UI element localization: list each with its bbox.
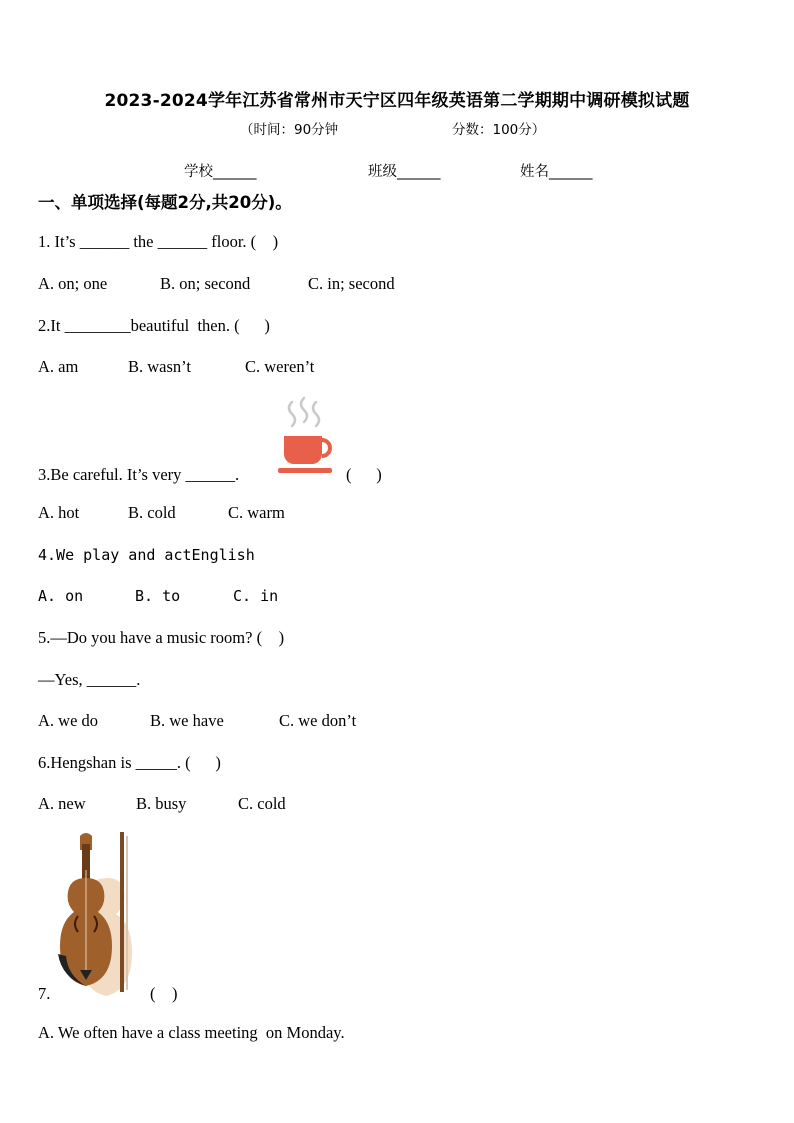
question-4-option-a[interactable]: A. on xyxy=(38,587,84,605)
question-4-stem: 4.We play and actEnglish xyxy=(38,546,255,564)
question-7-stem: 7. xyxy=(38,984,51,1003)
question-4-option-c[interactable]: C. in xyxy=(233,587,279,605)
tea-cup-icon xyxy=(276,396,336,478)
question-1-option-a[interactable]: A. on; one xyxy=(38,274,108,293)
question-3-option-a[interactable]: A. hot xyxy=(38,503,80,522)
school-field: 学校______ xyxy=(184,164,257,180)
exam-time: （时间：90分钟 xyxy=(240,122,339,138)
question-2-option-b[interactable]: B. wasn’t xyxy=(128,357,191,376)
question-4-option-b[interactable]: B. to xyxy=(135,587,181,605)
violin-icon xyxy=(50,830,144,1002)
class-field: 班级______ xyxy=(368,164,441,180)
question-2-option-a[interactable]: A. am xyxy=(38,357,79,376)
question-6-option-c[interactable]: C. cold xyxy=(238,794,286,813)
question-3-paren: ( ) xyxy=(346,465,382,484)
question-5-option-c[interactable]: C. we don’t xyxy=(279,711,357,730)
name-field: 姓名______ xyxy=(520,164,593,180)
question-2-option-c[interactable]: C. weren’t xyxy=(245,357,315,376)
question-3-option-c[interactable]: C. warm xyxy=(228,503,285,522)
exam-title: 2023-2024学年江苏省常州市天宁区四年级英语第二学期期中调研模拟试题 xyxy=(104,91,690,111)
question-7-option-a[interactable]: A. We often have a class meeting on Monday. xyxy=(38,1023,345,1042)
question-7-paren: ( ) xyxy=(150,984,178,1003)
question-6-stem: 6.Hengshan is _____. ( ) xyxy=(38,753,221,772)
question-1-option-b[interactable]: B. on; second xyxy=(160,274,251,293)
question-3-stem: 3.Be careful. It’s very ______. xyxy=(38,465,240,484)
question-2-stem: 2.It ________beautiful then. ( ) xyxy=(38,316,270,335)
question-6-option-b[interactable]: B. busy xyxy=(136,794,187,813)
exam-score: 分数：100分） xyxy=(452,122,546,138)
question-6-option-a[interactable]: A. new xyxy=(38,794,86,813)
question-1-option-c[interactable]: C. in; second xyxy=(308,274,395,293)
question-3-option-b[interactable]: B. cold xyxy=(128,503,176,522)
question-1-stem: 1. It’s ______ the ______ floor. ( ) xyxy=(38,232,279,251)
section-heading: 一、单项选择(每题2分,共20分)。 xyxy=(38,193,292,212)
question-5-option-b[interactable]: B. we have xyxy=(150,711,224,730)
question-5-stem: 5.—Do you have a music room? ( ) xyxy=(38,628,285,647)
question-5-stem-answer: —Yes, ______. xyxy=(38,670,141,689)
question-5-option-a[interactable]: A. we do xyxy=(38,711,99,730)
